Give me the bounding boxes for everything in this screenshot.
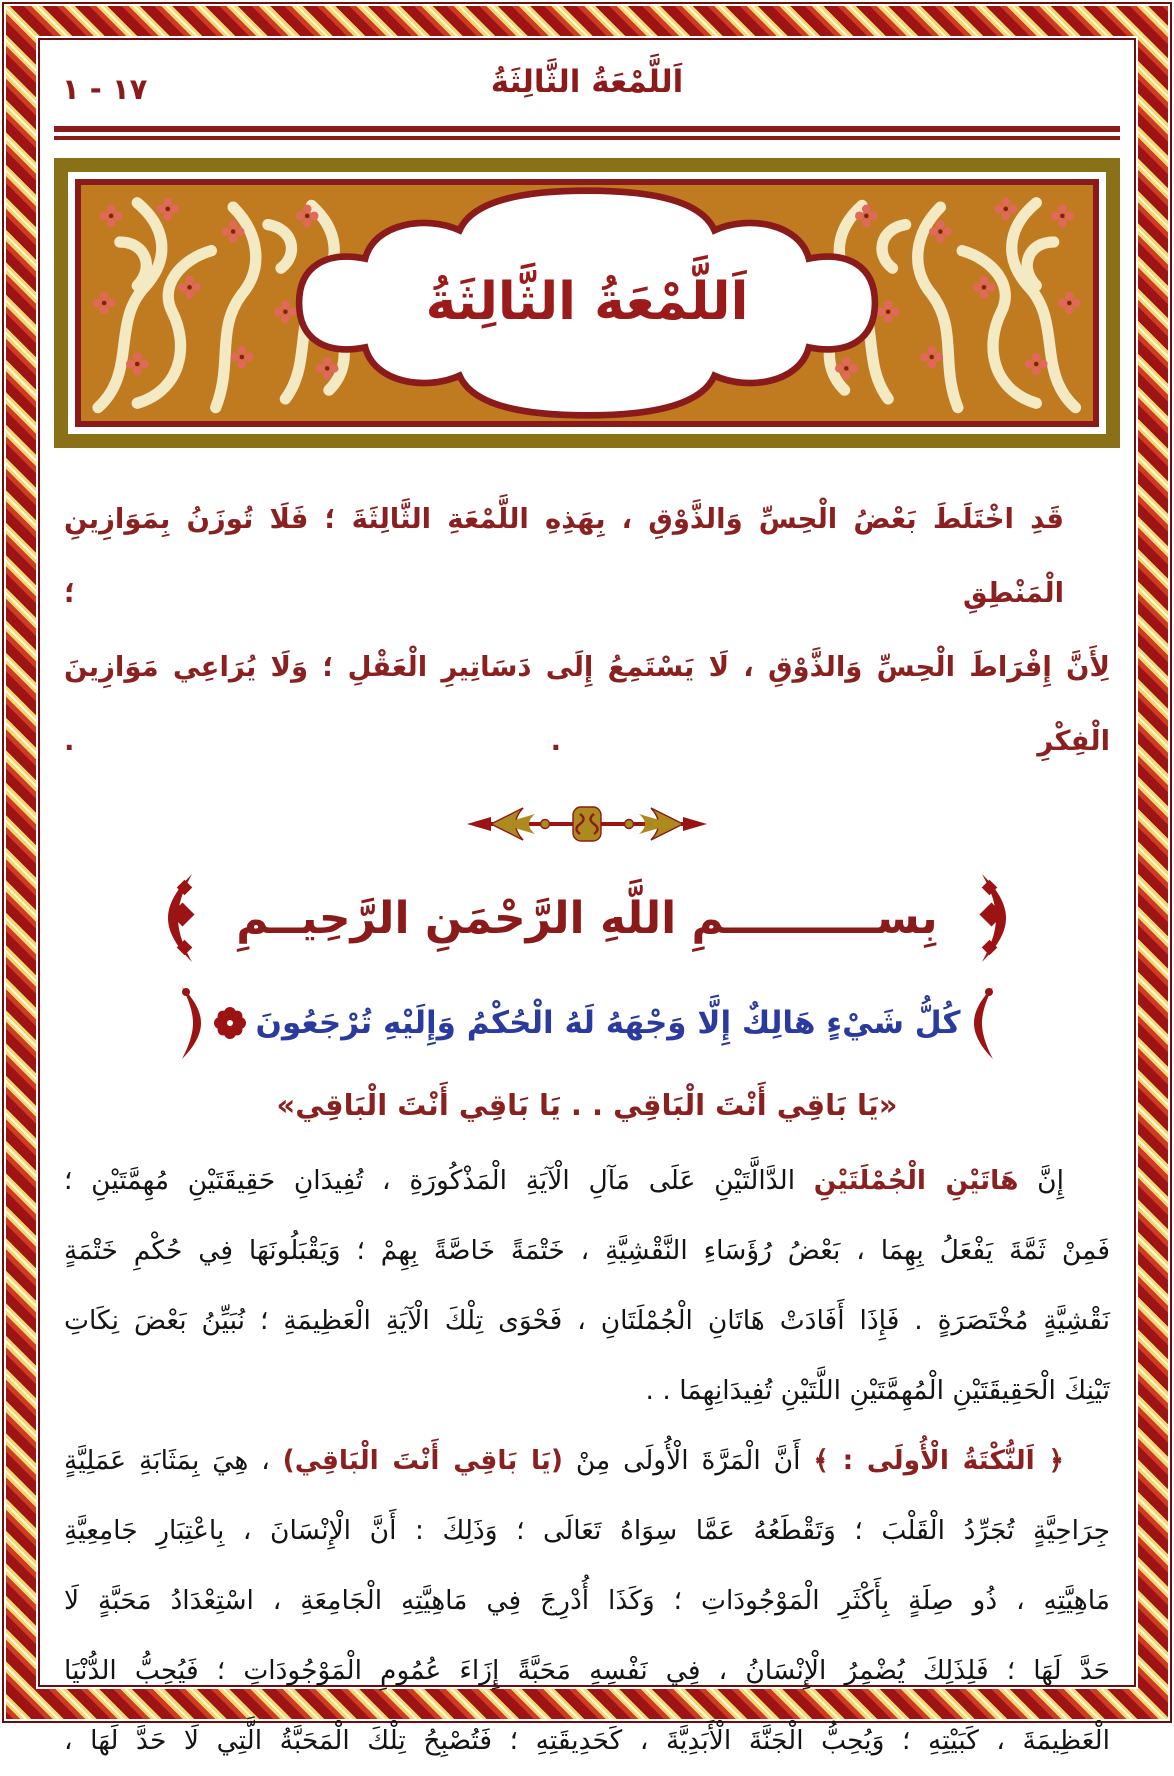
header-rules bbox=[54, 126, 1120, 140]
page-number: ١٧ - ١ bbox=[62, 72, 148, 106]
invocation-quote: «يَا بَاقِي أَنْتَ الْبَاقِي . . يَا بَاقِي أَنْتَ الْبَاقِي» bbox=[276, 1088, 898, 1122]
basmala-calligraphy: بِســــــــــمِ اللَّهِ الرَّحْمَنِ الرَّحِيــمِ bbox=[236, 892, 938, 944]
intro-paragraph bbox=[54, 482, 1120, 778]
quran-verse-row bbox=[54, 984, 1120, 1062]
running-head-title: اَللَّمْعَةُ الثَّالِثَةُ bbox=[490, 64, 684, 100]
ayah-end-rosette-icon bbox=[214, 1007, 246, 1039]
body2-line-3: مَاهِيَّتِهِ ، ذُو صِلَةٍ بِأَكْثَرِ الْمَوْجُودَاتِ ؛ وَكَذَا أُدْرِجَ فِي مَاهِيَّتِهِ الْجَامِعَةِ ، اسْتِعْدَادُ مَحَبَّةٍ لَا bbox=[64, 1585, 1110, 1616]
body1-line-4: تَيْنِكَ الْحَقِيقَتَيْنِ الْمُهِمَّتَيْنِ اللَّتَيْنِ تُفِيدَانِهِمَا . . bbox=[645, 1375, 1110, 1406]
intro-line-2: لِأَنَّ إِفْرَاطَ الْحِسِّ وَالذَّوْقِ ، لَا يَسْتَمِعُ إِلَى دَسَاتِيرِ الْعَقْلِ ؛ وَلَا يُرَاعِي مَوَازِينَ الْفِكْرِ . . bbox=[64, 651, 1110, 757]
header-rule-thin bbox=[54, 136, 1120, 140]
illuminated-title-box bbox=[54, 158, 1120, 448]
page-header bbox=[54, 56, 1120, 118]
first-point-heading: ﴿ اَلنُّكْتَةُ الْأُولَى : ﴾ bbox=[813, 1445, 1064, 1476]
chapter-title: اَللَّمْعَةُ الثَّالِثَةُ bbox=[425, 271, 749, 332]
intro-line-1: قَدِ اخْتَلَطَ بَعْضُ الْحِسِّ وَالذَّوْقِ ، بِهَذِهِ اللَّمْعَةِ الثَّالِثَةَ ؛ فَلَا تُوزَنُ بِمَوَازِينِ الْمَنْطِقِ ؛ bbox=[64, 503, 1064, 609]
basmala-bracket-left-icon bbox=[978, 870, 1012, 966]
divider-arrow-ornament-icon bbox=[457, 802, 717, 846]
body2-l1-red-quote: (يَا بَاقِي أَنْتَ الْبَاقِي) bbox=[282, 1445, 563, 1476]
verse-bracket-open-icon bbox=[971, 984, 997, 1062]
verse-bracket-close-icon bbox=[178, 984, 204, 1062]
body1-line-3: نَقْشِيَّةٍ مُخْتَصَرَةٍ . فَإِذَا أَفَادَتْ هَاتَانِ الْجُمْلَتَانِ ، فَحْوَى تِلْكَ الْآيَةِ الْعَظِيمَةِ ؛ نُبَيِّنُ بَعْضَ نِكَاتِ bbox=[64, 1305, 1110, 1336]
illuminated-title-box-field bbox=[75, 179, 1099, 427]
body-paragraph-1 bbox=[54, 1146, 1120, 1426]
body2-l1-black1: أَنَّ الْمَرَّةَ الْأُولَى مِنْ bbox=[562, 1445, 814, 1476]
body2-line-2: جِرَاحِيَّةٍ تُجَرِّدُ الْقَلْبَ ؛ وَتَقْطَعُهُ عَمَّا سِوَاهُ تَعَالَى ؛ وَذَلِكَ : أَنَّ الْإِنْسَانَ ، بِاعْتِبَارِ جَامِعِيَّةِ bbox=[64, 1515, 1110, 1546]
body2-l1-black2: ، هِيَ بِمَثَابَةِ عَمَلِيَّةٍ bbox=[64, 1445, 283, 1476]
basmala-bracket-right-icon bbox=[162, 870, 196, 966]
basmala-row bbox=[54, 870, 1120, 966]
header-rule-thick bbox=[54, 126, 1120, 132]
body2-line-4: حَدَّ لَهَا ؛ فَلِذَلِكَ يُضْمِرُ الْإِنْسَانُ ، فِي نَفْسِهِ مَحَبَّةً إِزَاءَ عُمُومِ الْمَوْجُودَاتِ ؛ فَيُحِبُّ الدُّنْيَا bbox=[64, 1655, 1110, 1686]
body2-line-5: الْعَظِيمَةَ ، كَبَيْتِهِ ؛ وَيُحِبُّ الْجَنَّةَ الْأَبَدِيَّةَ ، كَحَدِيقَتِهِ ؛ فَتُصْبِحُ تِلْكَ الْمَحَبَّةُ الَّتِي لَا حَدَّ لَهَا ، bbox=[64, 1725, 1110, 1756]
body1-line-2: فَمِنْ ثَمَّةَ يَفْعَلُ بِهِمَا ، بَعْضُ رُؤَسَاءِ النَّقْشِيَّةِ ، خَتْمَةً خَاصَّةً بِهِمْ ؛ وَيَقْبَلُونَهَا فِي حُكْمِ خَتْمَةٍ bbox=[64, 1235, 1110, 1266]
body1-l1-black1: إِنَّ bbox=[1018, 1165, 1064, 1196]
body-paragraph-2 bbox=[54, 1426, 1120, 1776]
body1-line-1 bbox=[64, 1146, 1110, 1216]
body2-line-1 bbox=[64, 1426, 1110, 1496]
body1-l1-red-phrase: هَاتَيْنِ الْجُمْلَتَيْنِ bbox=[813, 1165, 1019, 1196]
quran-verse-text: كُلُّ شَيْءٍ هَالِكٌ إِلَّا وَجْهَهُ لَهُ الْحُكْمُ وَإِلَيْهِ تُرْجَعُونَ bbox=[255, 1005, 961, 1041]
page-content bbox=[54, 46, 1120, 1756]
section-divider bbox=[54, 802, 1120, 850]
body1-l1-black2: الدَّالَّتَيْنِ عَلَى مَآلِ الْآيَةِ الْمَذْكُورَةِ ، تُفِيدَانِ حَقِيقَتَيْنِ مُهِمَّتَيْنِ ؛ bbox=[64, 1165, 814, 1196]
